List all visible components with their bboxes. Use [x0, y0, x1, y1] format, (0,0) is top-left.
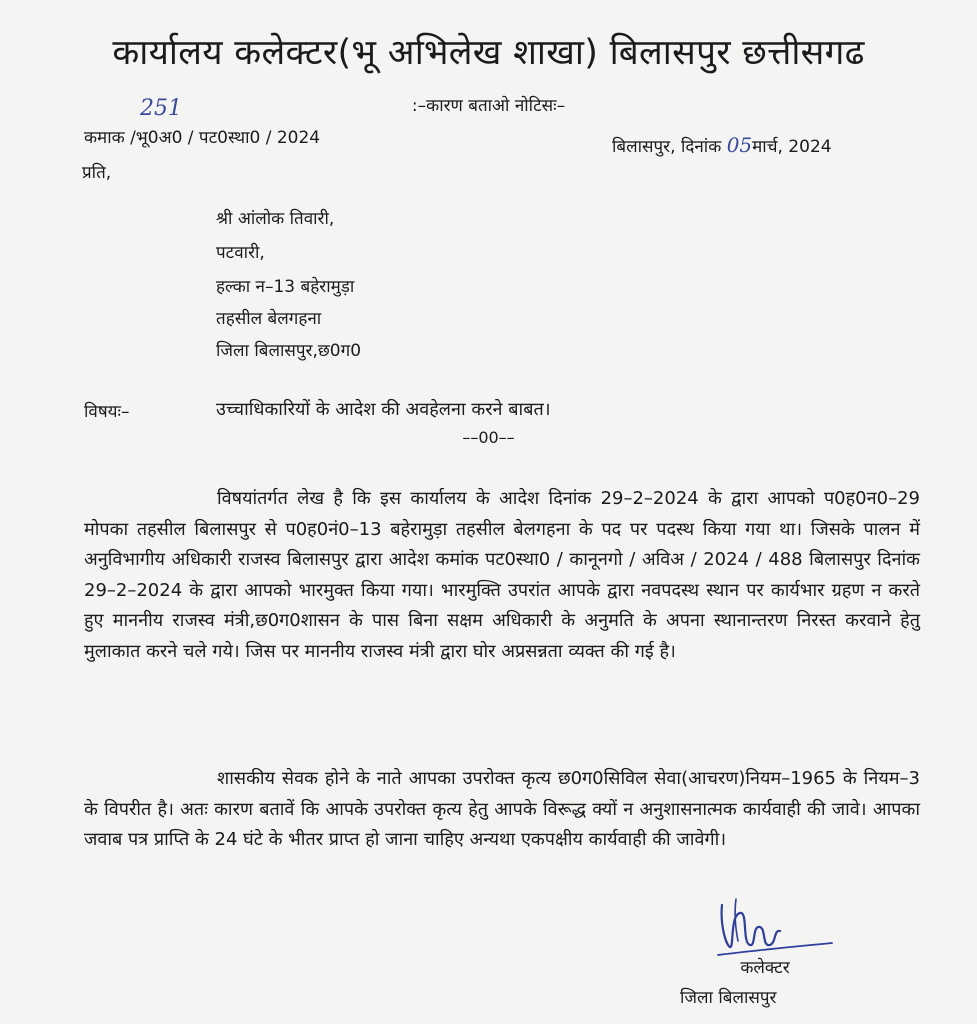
office-title: कार्यालय कलेक्टर(भू अभिलेख शाखा) बिलासपुर छत्तीसगढ — [112, 33, 865, 73]
recipient-name: श्री आंलोक तिवारी, — [216, 209, 335, 229]
recipient-halka: हल्का न–13 बहेरामुड़ा — [216, 277, 355, 297]
body-paragraph-1: विषयांतर्गत लेख है कि इस कार्यालय के आदेश दिनांक 29–2–2024 के द्वारा आपको प0ह0न0–29 मोपका तहसील बिलासपुर से प0ह0नं0–13 बहेरामुड़ा तहसील बेलगहना के पद पर पदस्थ किया गया था। जिसके पालन में अनुविभागीय अधिकारी राजस्व बिलासपुर द्वारा आदेश कमांक पट0स्था0 / कानूनगो / अविअ / 2024 / 488 बिलासपुर दिनांक 29–2–2024 के द्वारा आपको भारमुक्त किया गया। भारमुक्ति उपरांत आपके द्वारा नवपदस्थ स्थान पर कार्यभार ग्रहण न करते हुए माननीय राजस्व मंत्री,छ0ग0शासन के पास बिना सक्षम अधिकारी के अनुमति के अपना स्थानान्तरण निरस्त करवाने हेतु मुलाकात करने चले गये। जिस पर माननीय राजस्व मंत्री द्वारा घोर अप्रसन्नता व्यक्त की गई है। — [84, 488, 920, 662]
recipient-district: जिला बिलासपुर,छ0ग0 — [216, 341, 362, 361]
date-day-handwritten: 05 — [726, 133, 753, 157]
separator: ––00–– — [462, 428, 515, 447]
notice-heading: :–कारण बताओ नोटिसः– — [411, 96, 566, 116]
recipient-post: पटवारी, — [216, 243, 265, 263]
to-label: प्रति, — [82, 163, 112, 183]
signatory-district: जिला बिलासपुर — [680, 988, 777, 1008]
date-prefix: बिलासपुर, दिनांक — [612, 137, 727, 157]
signatory-designation: कलेक्टर — [740, 958, 790, 978]
recipient-tehsil: तहसील बेलगहना — [216, 309, 322, 329]
handwritten-number: 251 — [140, 96, 182, 121]
subject-text: उच्चाधिकारियों के आदेश की अवहेलना करने बाबत। — [216, 399, 551, 420]
date-suffix: मार्च, 2024 — [752, 137, 832, 157]
body-paragraph-2: शासकीय सेवक होने के नाते आपका उपरोक्त कृत्य छ0ग0सिविल सेवा(आचरण)नियम–1965 के नियम–3 के विपरीत है। अतः कारण बतावें कि आपके उपरोक्त कृत्य हेतु आपके विरूद्ध क्यों न अनुशासनात्मक कार्यवाही की जावे। आपका जवाब पत्र प्राप्ति के 24 घंटे के भीतर प्राप्त हो जाना चाहिए अन्यथा एकपक्षीय कार्यवाही की जावेगी। — [84, 768, 920, 850]
reference-number: कमाक /भू0अ0 / पट0स्था0 / 2024 — [84, 128, 321, 148]
subject-label: विषयः– — [84, 402, 130, 422]
letter-date — [612, 133, 832, 157]
